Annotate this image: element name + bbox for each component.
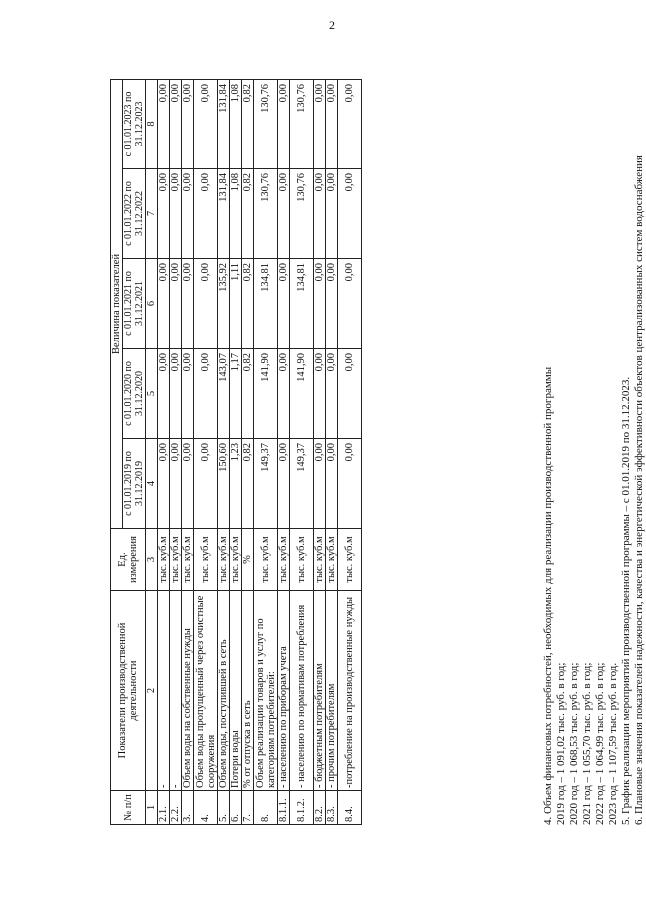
- row-value: 0,00: [158, 259, 170, 349]
- row-value: 130,76: [254, 79, 278, 168]
- row-number: 8.1.2.: [290, 791, 314, 825]
- row-value: 0,00: [338, 439, 362, 529]
- row-value: 1,11: [230, 259, 242, 349]
- row-number: 6.: [230, 791, 242, 825]
- row-indicator: - прочим потребителям: [326, 591, 338, 791]
- header-indicator: Показатели производственной деятельности: [111, 591, 146, 791]
- row-unit: тыс. куб.м: [326, 529, 338, 591]
- row-value: 0,00: [194, 259, 218, 349]
- table-row: [182, 79, 194, 824]
- row-number: 2.1.: [158, 791, 170, 825]
- row-value: 0,00: [314, 79, 326, 168]
- col-number: 1: [146, 791, 158, 825]
- table-row: [170, 79, 182, 824]
- row-value: 141,90: [290, 349, 314, 439]
- row-number: 8.3.: [326, 791, 338, 825]
- row-value: 0,00: [338, 349, 362, 439]
- row-unit: тыс. куб.м: [194, 529, 218, 591]
- header-period: с 01.01.2019 по 31.12.2019: [123, 439, 146, 529]
- row-value: 141,90: [254, 349, 278, 439]
- table-row: [230, 79, 242, 824]
- row-value: 143,07: [218, 349, 230, 439]
- row-value: 0,00: [278, 259, 290, 349]
- row-value: 1,08: [230, 169, 242, 259]
- row-value: 0,00: [182, 439, 194, 529]
- row-value: 0,00: [158, 169, 170, 259]
- row-indicator: % от отпуска в сеть: [242, 591, 254, 791]
- row-number: 8.: [254, 791, 278, 825]
- row-value: 0,00: [158, 439, 170, 529]
- row-value: 130,76: [290, 79, 314, 168]
- row-value: 0,00: [326, 259, 338, 349]
- row-indicator: Объем воды на собственные нужды: [182, 591, 194, 791]
- row-unit: %: [242, 529, 254, 591]
- row-unit: тыс. куб.м: [182, 529, 194, 591]
- col-number: 2: [146, 591, 158, 791]
- row-value: 0,00: [194, 169, 218, 259]
- row-number: 4.: [194, 791, 218, 825]
- row-unit: тыс. куб.м: [278, 529, 290, 591]
- year-line: 2023 год – 1 107,59 тыс. руб. в год.: [607, 662, 619, 825]
- row-value: 0,00: [194, 439, 218, 529]
- col-number: 8: [146, 79, 158, 168]
- row-value: 0,00: [170, 79, 182, 168]
- row-indicator: - населению по приборам учета: [278, 591, 290, 791]
- row-value: 0,00: [326, 169, 338, 259]
- row-number: 7.: [242, 791, 254, 825]
- row-value: 0,00: [170, 349, 182, 439]
- col-number: 3: [146, 529, 158, 591]
- row-number: 8.4.: [338, 791, 362, 825]
- row-indicator: Объем воды, поступившей в сеть: [218, 591, 230, 791]
- row-indicator: Потери воды: [230, 591, 242, 791]
- row-value: 0,00: [314, 259, 326, 349]
- row-value: 0,00: [338, 259, 362, 349]
- row-value: 1,08: [230, 79, 242, 168]
- row-value: 0,00: [314, 349, 326, 439]
- table-row: [338, 79, 362, 824]
- table-row: [158, 79, 170, 824]
- row-unit: тыс. куб.м: [290, 529, 314, 591]
- row-value: 0,00: [170, 169, 182, 259]
- table-row: [242, 79, 254, 824]
- notes-section: [542, 80, 646, 825]
- header-unit: Ед. измерения: [111, 529, 146, 591]
- row-indicator: Объем реализации товаров и услуг по категориям потребителей:: [254, 591, 278, 791]
- row-value: 0,00: [278, 169, 290, 259]
- table-row: [290, 79, 314, 824]
- row-value: 135,92: [218, 259, 230, 349]
- row-value: 1,23: [230, 439, 242, 529]
- row-value: 0,00: [170, 439, 182, 529]
- row-value: 0,00: [170, 259, 182, 349]
- row-number: 2.2.: [170, 791, 182, 825]
- row-value: 0,00: [314, 169, 326, 259]
- header-period: с 01.01.2022 по 31.12.2022: [123, 169, 146, 259]
- row-value: 0,00: [278, 439, 290, 529]
- page-number: 2: [329, 18, 335, 32]
- row-unit: тыс. куб.м: [230, 529, 242, 591]
- row-value: 0,00: [326, 349, 338, 439]
- row-value: 0,00: [314, 439, 326, 529]
- row-unit: тыс. куб.м: [170, 529, 182, 591]
- row-value: 0,00: [182, 349, 194, 439]
- row-value: 0,82: [242, 259, 254, 349]
- row-value: 130,76: [290, 169, 314, 259]
- table-body: [158, 79, 362, 824]
- row-indicator: - населению по нормативам потребления: [290, 591, 314, 791]
- row-value: 1,17: [230, 349, 242, 439]
- year-line: 2022 год – 1 064,99 тыс. руб. в год;: [594, 662, 606, 825]
- row-indicator: -: [158, 591, 170, 791]
- row-value: 0,00: [326, 439, 338, 529]
- item5-schedule: 5. График реализации мероприятий производственной программы – с 01.01.2019 по 31.12.2023.: [620, 376, 632, 825]
- row-value: 0,00: [158, 349, 170, 439]
- col-number: 4: [146, 439, 158, 529]
- row-value: 0,82: [242, 169, 254, 259]
- row-value: 0,82: [242, 79, 254, 168]
- row-value: 0,00: [182, 259, 194, 349]
- table-row: [278, 79, 290, 824]
- table-row: [194, 79, 218, 824]
- table-row: [326, 79, 338, 824]
- production-indicators-table: [110, 79, 362, 825]
- row-value: 0,82: [242, 349, 254, 439]
- row-indicator: - бюджетным потребителям: [314, 591, 326, 791]
- col-number: 6: [146, 259, 158, 349]
- row-unit: тыс. куб.м: [254, 529, 278, 591]
- header-period: с 01.01.2021 по 31.12.2021: [123, 259, 146, 349]
- row-value: 149,37: [254, 439, 278, 529]
- header-no: № п/п: [111, 791, 146, 825]
- row-number: 5.: [218, 791, 230, 825]
- year-line: 2019 год – 1 091,02 тыс. руб. в год;: [555, 662, 567, 825]
- row-value: 0,00: [326, 79, 338, 168]
- row-value: 134,81: [254, 259, 278, 349]
- row-number: 8.1.1.: [278, 791, 290, 825]
- col-number: 7: [146, 169, 158, 259]
- row-value: 0,00: [182, 79, 194, 168]
- header-group-title: Величина показателей: [111, 79, 123, 528]
- row-value: 134,81: [290, 259, 314, 349]
- row-unit: тыс. куб.м: [158, 529, 170, 591]
- row-unit: тыс. куб.м: [314, 529, 326, 591]
- item4-title: 4. Объем финансовых потребностей, необходимых для реализации производственной программы: [542, 366, 554, 825]
- row-indicator: Объем воды пропущенный через очистные сооружения: [194, 591, 218, 791]
- row-value: 0,82: [242, 439, 254, 529]
- row-value: 131,84: [218, 79, 230, 168]
- row-value: 131,84: [218, 169, 230, 259]
- header-period: с 01.01.2020 по 31.12.2020: [123, 349, 146, 439]
- row-number: 8.2.: [314, 791, 326, 825]
- table-row: [254, 79, 278, 824]
- row-value: 0,00: [194, 349, 218, 439]
- row-value: 0,00: [182, 169, 194, 259]
- row-number: 3.: [182, 791, 194, 825]
- table-row: [218, 79, 230, 824]
- row-value: 0,00: [278, 79, 290, 168]
- row-indicator: -потребление на производственные нужды: [338, 591, 362, 791]
- row-unit: тыс. куб.м: [338, 529, 362, 591]
- item6-targets: 6. Плановые значения показателей надежности, качества и энергетической эффективности объектов централизованных систем водоснабжения: [633, 155, 645, 825]
- row-value: 150,60: [218, 439, 230, 529]
- row-unit: тыс. куб.м: [218, 529, 230, 591]
- year-line: 2020 год – 1 068,53 тыс. руб. в год;: [568, 662, 580, 825]
- rotated-sheet: [110, 80, 645, 825]
- row-indicator: -: [170, 591, 182, 791]
- row-value: 130,76: [254, 169, 278, 259]
- row-value: 0,00: [338, 79, 362, 168]
- row-value: 0,00: [278, 349, 290, 439]
- row-value: 0,00: [158, 79, 170, 168]
- table-row: [314, 79, 326, 824]
- year-line: 2021 год – 1 055,70 тыс. руб. в год;: [581, 662, 593, 825]
- row-value: 149,37: [290, 439, 314, 529]
- header-period: с 01.01.2023 по 31.12.2023: [123, 79, 146, 168]
- col-number: 5: [146, 349, 158, 439]
- row-value: 0,00: [338, 169, 362, 259]
- row-value: 0,00: [194, 79, 218, 168]
